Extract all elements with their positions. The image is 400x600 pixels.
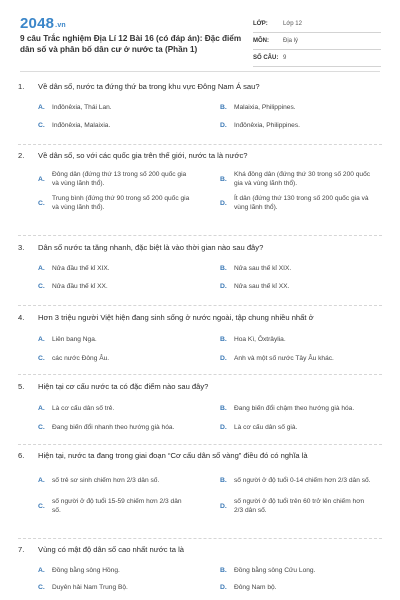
option-c[interactable] [18,349,200,367]
option-letter: C. [38,423,45,431]
option-text: Đang biến đổi nhanh theo hướng già hóa. [52,423,175,431]
option-letter: C. [38,354,45,362]
option-text: Anh và một số nước Tây Âu khác. [234,354,334,362]
question-number: 7. [18,545,25,554]
option-letter: B. [220,566,227,574]
header-divider [20,71,380,72]
question-divider [18,144,382,145]
option-text: Nửa sau thế kỉ XX. [234,282,290,290]
option-c[interactable] [18,418,200,436]
option-text: số người ở độ tuổi trên 60 trở lên chiếm hơn 2/3 dân số. [234,498,365,514]
option-letter: A. [38,404,45,412]
option-d[interactable] [200,579,382,595]
option-letter: B. [220,175,227,183]
option-letter: A. [38,566,45,574]
option-b[interactable] [200,398,382,418]
option-text: Inđônêxia, Malaixia. [52,121,111,129]
option-text: Đồng bằng sông Hồng. [52,566,120,574]
logo-text: 2048 [20,15,55,32]
option-letter: D. [220,121,227,129]
option-text: Hoa Kì, Ôxtrâylia. [234,335,286,343]
option-text: Inđônêxia, Thái Lan. [52,103,112,111]
option-letter: B. [220,103,227,111]
question-2 [18,151,382,215]
question-4 [18,313,382,367]
option-b[interactable] [200,467,382,493]
question-divider [18,235,382,236]
option-letter: A. [38,175,45,183]
question-3 [18,243,382,295]
question-stem: Dân số nước ta tăng nhanh, đặc biệt là vào thời gian nào sau đây? [38,243,264,252]
option-letter: B. [220,476,227,484]
option-letter: D. [220,282,227,290]
question-1 [18,82,382,134]
option-text: các nước Đông Âu. [52,354,110,362]
option-letter: B. [220,264,227,272]
option-c[interactable] [18,579,200,595]
option-b[interactable] [200,561,382,579]
option-b[interactable] [200,98,382,116]
option-letter: C. [38,502,45,510]
option-a[interactable] [18,467,200,493]
question-divider [18,444,382,445]
option-letter: D. [220,583,227,591]
option-letter: D. [220,199,227,207]
option-b[interactable] [200,167,382,191]
option-text: số người ở độ tuổi 0-14 chiếm hơn 2/3 dân số. [234,476,371,484]
option-letter: C. [38,121,45,129]
meta-row-subject [253,33,381,50]
option-text: Nửa đầu thế kỉ XIX. [52,264,110,272]
option-text: Đang biến đổi chậm theo hướng già hóa. [234,404,355,412]
option-text: Đông Nam bộ. [234,583,277,591]
question-6 [18,451,382,519]
option-text: Đồng bằng sông Cửu Long. [234,566,316,574]
meta-value: 9 [283,55,287,61]
option-text: Là cơ cấu dân số trẻ. [52,404,115,412]
option-text: Nửa đầu thế kỉ XX. [52,282,108,290]
meta-key: MÔN: [253,38,269,44]
meta-value: Lớp 12 [283,21,302,27]
question-stem: Hơn 3 triệu người Việt hiện đang sinh sống ở nước ngoài, tập chung nhiều nhất ở [38,313,314,322]
question-stem: Về dân số, nước ta đứng thứ ba trong khu vực Đông Nam Á sau? [38,82,260,91]
meta-info [253,16,381,67]
option-a[interactable] [18,259,200,277]
question-number: 4. [18,313,25,322]
option-a[interactable] [18,98,200,116]
option-text: Đông dân (đứng thứ 13 trong số 200 quốc gia và vùng lãnh thổ). [52,171,187,187]
meta-row-count [253,50,381,67]
option-text: Trung bình (đứng thứ 90 trong số 200 quốc gia và vùng lãnh thổ). [52,195,190,211]
page-title: 9 câu Trắc nghiệm Địa Lí 12 Bài 16 (có đáp án): Đặc điểm dân số và phân bố dân cư ở nước ta (Phần 1) [20,34,242,54]
option-letter: D. [220,502,227,510]
question-number: 2. [18,151,25,160]
question-number: 5. [18,382,25,391]
option-c[interactable] [18,277,200,295]
option-text: số người ở độ tuổi 15-59 chiếm hơn 2/3 dân số. [52,498,182,514]
question-number: 1. [18,82,25,91]
option-text: Liên bang Nga. [52,335,97,343]
meta-value: Địa lý [283,38,299,44]
option-letter: A. [38,476,45,484]
option-d[interactable] [200,418,382,436]
option-a[interactable] [18,329,200,349]
option-b[interactable] [200,329,382,349]
question-stem: Vùng có mật độ dân số cao nhất nước ta là [38,545,184,554]
option-letter: A. [38,103,45,111]
option-text: Ít dân (đứng thứ 130 trong số 200 quốc gia và vùng lãnh thổ). [234,195,369,211]
option-c[interactable] [18,191,200,215]
question-number: 6. [18,451,25,460]
option-text: số trẻ sơ sinh chiếm hơn 2/3 dân số. [52,476,160,484]
question-divider [18,374,382,375]
question-stem: Hiện tại cơ cấu nước ta có đặc điểm nào sau đây? [38,382,209,391]
option-letter: A. [38,335,45,343]
question-stem: Hiện tại, nước ta đang trong giai đoạn “Cơ cấu dân số vàng” điều đó có nghĩa là [38,451,308,460]
site-logo[interactable] [20,15,66,32]
option-letter: B. [220,404,227,412]
option-c[interactable] [18,116,200,134]
option-d[interactable] [200,116,382,134]
question-5 [18,382,382,436]
logo-suffix: .vn [55,22,66,29]
option-letter: A. [38,264,45,272]
option-d[interactable] [200,349,382,367]
meta-row-class [253,16,381,33]
option-d[interactable] [200,493,382,519]
option-letter: D. [220,423,227,431]
option-letter: B. [220,335,227,343]
option-d[interactable] [200,191,382,215]
option-text: Khá đông dân (đứng thứ 30 trong số 200 quốc gia và vùng lãnh thổ). [234,171,371,187]
option-a[interactable] [18,167,200,191]
option-text: Malaixia, Philippines. [234,103,296,111]
option-text: Duyên hải Nam Trung Bộ. [52,583,128,591]
option-text: Là cơ cấu dân số già. [234,423,298,431]
question-divider [18,538,382,539]
option-text: Inđônêxia, Philippines. [234,121,300,129]
option-letter: C. [38,282,45,290]
option-letter: C. [38,583,45,591]
question-number: 3. [18,243,25,252]
question-7 [18,545,382,595]
option-a[interactable] [18,398,200,418]
meta-key: LỚP: [253,21,268,27]
option-letter: D. [220,354,227,362]
option-d[interactable] [200,277,382,295]
question-divider [18,305,382,306]
meta-key: SỐ CÂU: [253,55,279,61]
option-b[interactable] [200,259,382,277]
option-text: Nửa sau thế kỉ XIX. [234,264,292,272]
question-stem: Về dân số, so với các quốc gia trên thế giới, nước ta là nước? [38,151,248,160]
option-c[interactable] [18,493,200,519]
option-letter: C. [38,199,45,207]
option-a[interactable] [18,561,200,579]
